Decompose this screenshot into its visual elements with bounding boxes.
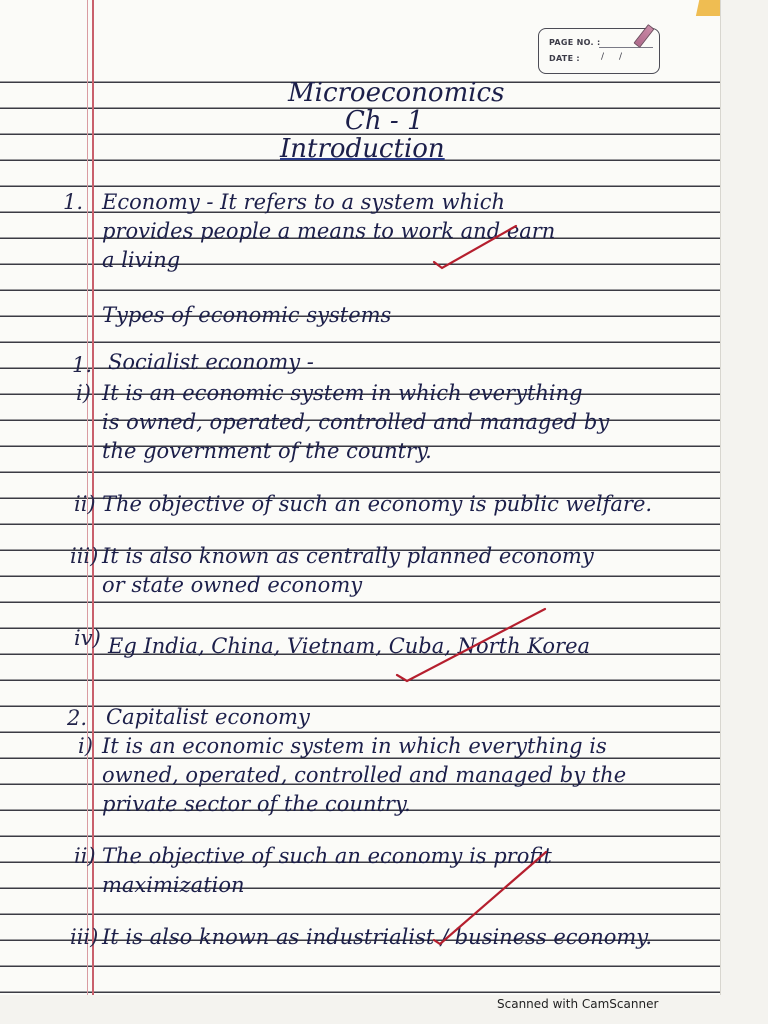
check-mark-icon xyxy=(430,222,520,272)
economy-definition-line-3: a living xyxy=(102,248,181,272)
date-slash-2: / xyxy=(619,52,623,62)
chapter-title: Ch - 1 xyxy=(345,106,424,136)
camscanner-watermark: Scanned with CamScanner xyxy=(497,997,659,1011)
page-no-line xyxy=(599,47,653,48)
page-corner-tab xyxy=(696,0,721,16)
socialist-point-line: is owned, operated, controlled and managed by xyxy=(102,410,610,434)
socialist-point-line: The objective of such an economy is public welfare. xyxy=(102,492,653,516)
capitalist-point-line: maximization xyxy=(102,873,245,897)
item-number: i) xyxy=(78,734,93,758)
socialist-point-line: It is also known as centrally planned economy xyxy=(102,544,594,568)
socialist-point-line: or state owned economy xyxy=(102,573,363,597)
socialist-point-line: It is an economic system in which everything xyxy=(102,381,583,405)
page-no-label: PAGE NO. : xyxy=(549,38,601,47)
check-mark-icon xyxy=(393,605,553,685)
economy-definition-line-1: Economy - It refers to a system which xyxy=(102,190,506,214)
date-slash-1: / xyxy=(601,52,605,62)
subject-title: Microeconomics xyxy=(288,78,505,108)
capitalist-point-line: owned, operated, controlled and managed by the xyxy=(102,763,627,787)
socialist-heading: Socialist economy - xyxy=(108,350,314,374)
item-number: 1. xyxy=(63,190,84,214)
socialist-examples: Eg India, China, Vietnam, Cuba, North Korea xyxy=(108,634,591,658)
economy-definition-line-2: provides people a means to work and earn xyxy=(102,219,556,243)
capitalist-point-line: It is also known as industrialist / business economy. xyxy=(102,925,653,949)
capitalist-point-line: The objective of such an economy is profit xyxy=(102,844,552,868)
item-number: i) xyxy=(76,381,91,405)
check-mark-icon xyxy=(430,848,550,948)
capitalist-heading: Capitalist economy xyxy=(106,705,310,729)
item-number: ii) xyxy=(74,492,96,516)
item-number: iii) xyxy=(70,544,99,568)
socialist-point-line: the government of the country. xyxy=(102,439,432,463)
item-number: iii) xyxy=(70,925,99,949)
item-number: iv) xyxy=(74,626,101,650)
topic-title: Introduction xyxy=(280,134,445,164)
date-label: DATE : xyxy=(549,54,580,63)
item-number: ii) xyxy=(74,844,96,868)
section-heading: Types of economic systems xyxy=(102,303,392,327)
capitalist-point-line: It is an economic system in which everything is xyxy=(102,734,607,758)
item-number: 1. xyxy=(72,353,93,377)
item-number: 2. xyxy=(67,706,88,730)
capitalist-point-line: private sector of the country. xyxy=(102,792,411,816)
